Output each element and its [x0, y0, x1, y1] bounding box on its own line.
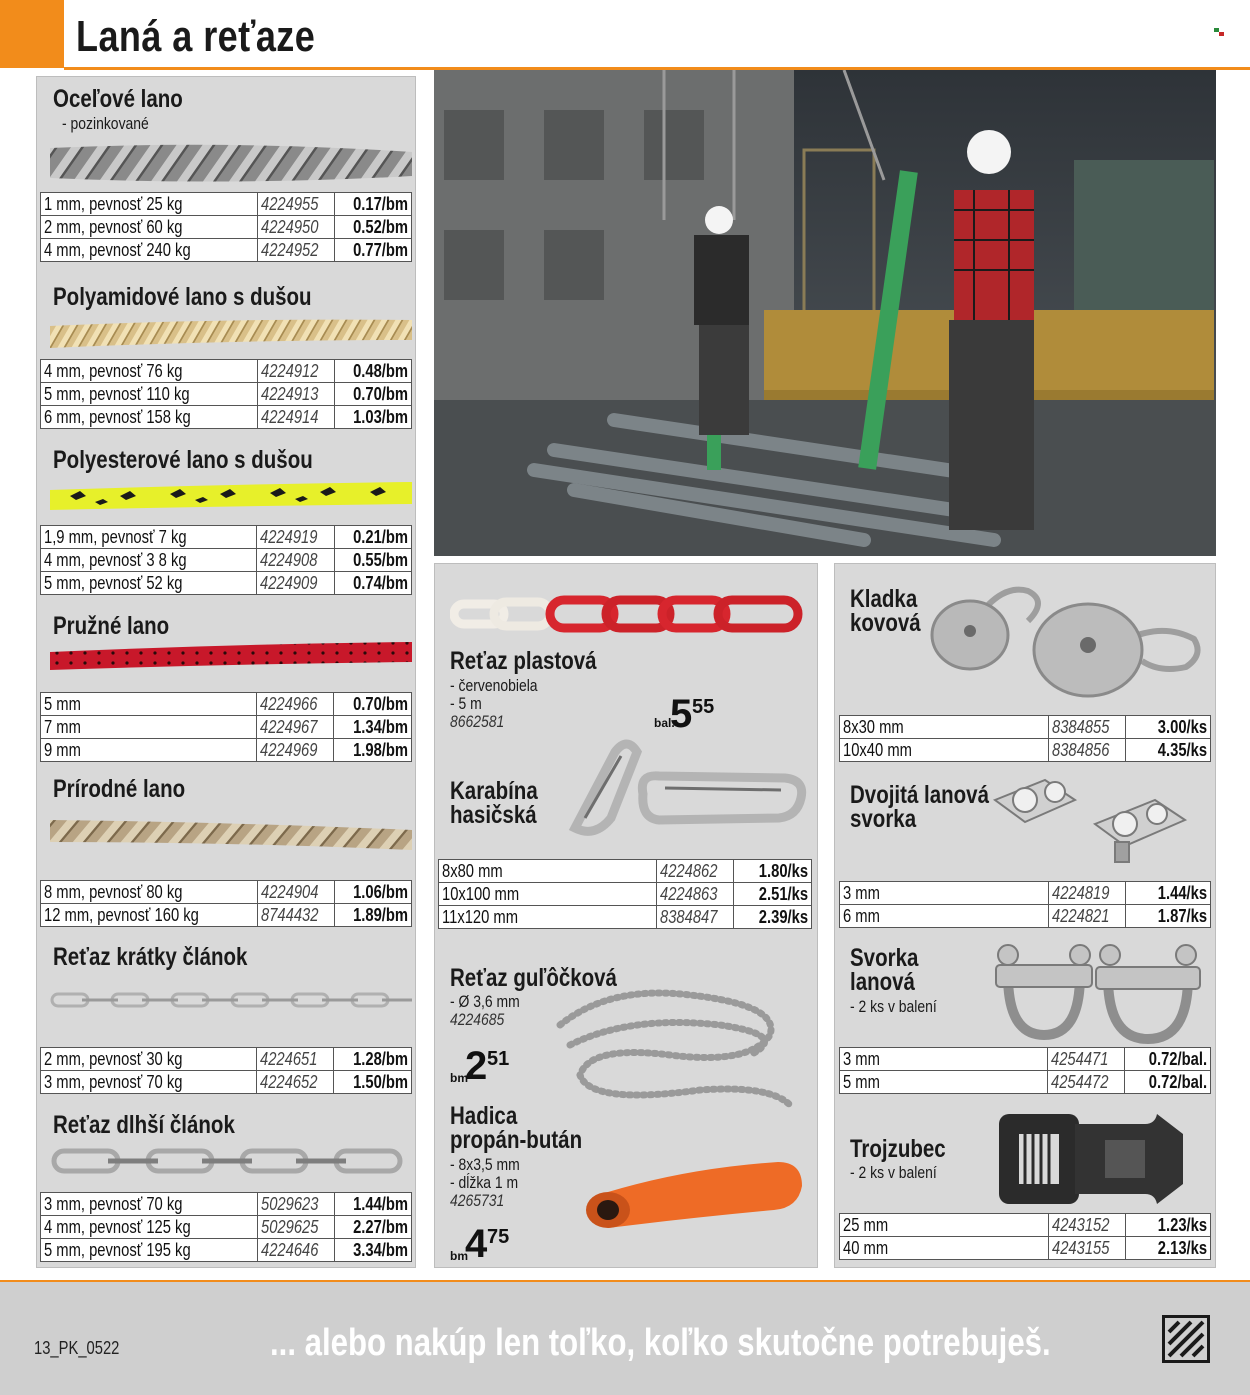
- hose-dimensions: - 8x3,5 mm: [450, 1155, 520, 1174]
- plastic-chain-color: - červenobiela: [450, 676, 538, 695]
- table-row: 2 mm, pevnosť 30 kg 4224651 1.28/bm: [41, 1048, 412, 1071]
- steel-rope-table: [40, 192, 412, 262]
- hose-title-line2: propán-bután: [450, 1126, 583, 1154]
- polyester-rope-title: Polyesterové lano s dušou: [53, 446, 313, 474]
- natural-rope-image: [50, 812, 412, 852]
- pulley-title-line1: Kladka: [850, 585, 918, 613]
- construction-site-photo: [434, 70, 1216, 556]
- table-row: 4 mm, pevnosť 240 kg 4224952 0.77/bm: [41, 239, 412, 262]
- double-clamp-table: [839, 881, 1211, 928]
- double-clamp-image: [985, 770, 1195, 870]
- table-row: 8x30 mm 8384855 3.00/ks: [840, 716, 1211, 739]
- page-title: Laná a reťaze: [76, 12, 316, 61]
- elastic-rope-image: [50, 638, 412, 674]
- chain-long-title: Reťaz dlhší článok: [53, 1111, 235, 1139]
- wire-clamp-pack-info: - 2 ks v balení: [850, 997, 937, 1016]
- table-row: 3 mm, pevnosť 70 kg 5029623 1.44/bm: [41, 1193, 412, 1216]
- carabiner-title-line1: Karabína: [450, 777, 538, 805]
- ball-chain-image: [550, 985, 810, 1110]
- pulley-table: [839, 715, 1211, 762]
- hose-price-unit: bm: [450, 1249, 468, 1263]
- table-row: 3 mm 4224819 1.44/ks: [840, 882, 1211, 905]
- elastic-rope-table: [40, 692, 412, 762]
- chain-short-title: Reťaz krátky článok: [53, 943, 248, 971]
- table-row: 1,9 mm, pevnosť 7 kg 4224919 0.21/bm: [41, 526, 412, 549]
- chain-long-image: [50, 1145, 412, 1177]
- carabiner-table: [438, 859, 812, 929]
- table-row: 5 mm 4224966 0.70/bm: [41, 693, 412, 716]
- hose-price-int: 4: [465, 1222, 488, 1266]
- table-row: 25 mm 4243152 1.23/ks: [840, 1214, 1211, 1237]
- plastic-chain-length: - 5 m: [450, 694, 482, 713]
- natural-rope-table: [40, 880, 412, 927]
- polyamide-rope-title: Polyamidové lano s dušou: [53, 283, 312, 311]
- buckle-table: [839, 1213, 1211, 1260]
- table-row: 12 mm, pevnosť 160 kg 8744432 1.89/bm: [41, 904, 412, 927]
- buckle-title: Trojzubec: [850, 1135, 946, 1163]
- hose-code: 4265731: [450, 1191, 505, 1210]
- wire-clamp-image: [988, 935, 1210, 1045]
- ball-chain-price-unit: bm: [450, 1071, 468, 1085]
- hose-image: [578, 1158, 806, 1230]
- footer-slogan: ... alebo nakúp len toľko, koľko skutočne potrebuješ.: [270, 1322, 1051, 1364]
- plastic-chain-price-unit: bal.: [654, 716, 675, 730]
- plastic-chain-image: [450, 594, 805, 634]
- chain-short-image: [50, 988, 412, 1012]
- table-row: 5 mm, pevnosť 52 kg 4224909 0.74/bm: [41, 572, 412, 595]
- table-row: 10x40 mm 8384856 4.35/ks: [840, 739, 1211, 762]
- hose-price-cents: 75: [487, 1226, 510, 1248]
- ball-chain-price-cents: 51: [487, 1048, 510, 1070]
- double-clamp-title-line1: Dvojitá lanová: [850, 781, 989, 809]
- table-row: 3 mm, pevnosť 70 kg 4224652 1.50/bm: [41, 1071, 412, 1094]
- table-row: 7 mm 4224967 1.34/bm: [41, 716, 412, 739]
- table-row: 8x80 mm 4224862 1.80/ks: [439, 860, 812, 883]
- header-accent-tab: [0, 0, 64, 68]
- chain-short-table: [40, 1047, 412, 1094]
- table-row: 2 mm, pevnosť 60 kg 4224950 0.52/bm: [41, 216, 412, 239]
- plastic-chain-price-cents: 55: [692, 696, 715, 718]
- table-row: 4 mm, pevnosť 125 kg 5029625 2.27/bm: [41, 1216, 412, 1239]
- wire-clamp-table: [839, 1047, 1211, 1094]
- steel-rope-subtitle: - pozinkované: [62, 114, 149, 133]
- table-row: 6 mm 4224821 1.87/ks: [840, 905, 1211, 928]
- plastic-chain-title: Reťaz plastová: [450, 647, 597, 675]
- carabiner-title-line2: hasičská: [450, 801, 537, 829]
- plastic-chain-price-int: 5: [670, 692, 693, 736]
- table-row: 4 mm, pevnosť 76 kg 4224912 0.48/bm: [41, 360, 412, 383]
- buckle-image: [995, 1110, 1207, 1208]
- store-logo-icon: [1162, 1315, 1210, 1363]
- natural-rope-title: Prírodné lano: [53, 775, 186, 803]
- steel-rope-image: [50, 140, 412, 186]
- pulley-image: [928, 585, 1210, 700]
- table-row: 11x120 mm 8384847 2.39/ks: [439, 906, 812, 929]
- table-row: 1 mm, pevnosť 25 kg 4224955 0.17/bm: [41, 193, 412, 216]
- pulley-title-line2: kovová: [850, 609, 921, 637]
- footer-page-code: 13_PK_0522: [34, 1338, 120, 1358]
- steel-rope-title: Oceľové lano: [53, 85, 183, 113]
- table-row: 5 mm, pevnosť 110 kg 4224913 0.70/bm: [41, 383, 412, 406]
- table-row: 5 mm, pevnosť 195 kg 4224646 3.34/bm: [41, 1239, 412, 1262]
- ball-chain-price-int: 2: [465, 1044, 488, 1088]
- table-row: 6 mm, pevnosť 158 kg 4224914 1.03/bm: [41, 406, 412, 429]
- brand-mark-icon: [1214, 28, 1224, 36]
- table-row: 4 mm, pevnosť 3 8 kg 4224908 0.55/bm: [41, 549, 412, 572]
- polyamide-rope-table: [40, 359, 412, 429]
- table-row: 5 mm 4254472 0.72/bal.: [840, 1071, 1211, 1094]
- ball-chain-code: 4224685: [450, 1010, 505, 1029]
- table-row: 10x100 mm 4224863 2.51/ks: [439, 883, 812, 906]
- carabiner-image: [555, 738, 810, 838]
- table-row: 9 mm 4224969 1.98/bm: [41, 739, 412, 762]
- plastic-chain-code: 8662581: [450, 712, 505, 731]
- polyester-rope-table: [40, 525, 412, 595]
- polyamide-rope-image: [50, 312, 412, 350]
- table-row: 8 mm, pevnosť 80 kg 4224904 1.06/bm: [41, 881, 412, 904]
- ball-chain-title: Reťaz guľôčková: [450, 964, 617, 992]
- ball-chain-diameter: - Ø 3,6 mm: [450, 992, 520, 1011]
- buckle-pack-info: - 2 ks v balení: [850, 1163, 937, 1182]
- wire-clamp-title-line1: Svorka: [850, 944, 919, 972]
- elastic-rope-title: Pružné lano: [53, 612, 170, 640]
- hose-length: - dĺžka 1 m: [450, 1173, 519, 1192]
- hose-title-line1: Hadica: [450, 1102, 518, 1130]
- wire-clamp-title-line2: lanová: [850, 968, 915, 996]
- polyester-rope-image: [50, 478, 412, 514]
- chain-long-table: [40, 1192, 412, 1262]
- table-row: 3 mm 4254471 0.72/bal.: [840, 1048, 1211, 1071]
- double-clamp-title-line2: svorka: [850, 805, 917, 833]
- table-row: 40 mm 4243155 2.13/ks: [840, 1237, 1211, 1260]
